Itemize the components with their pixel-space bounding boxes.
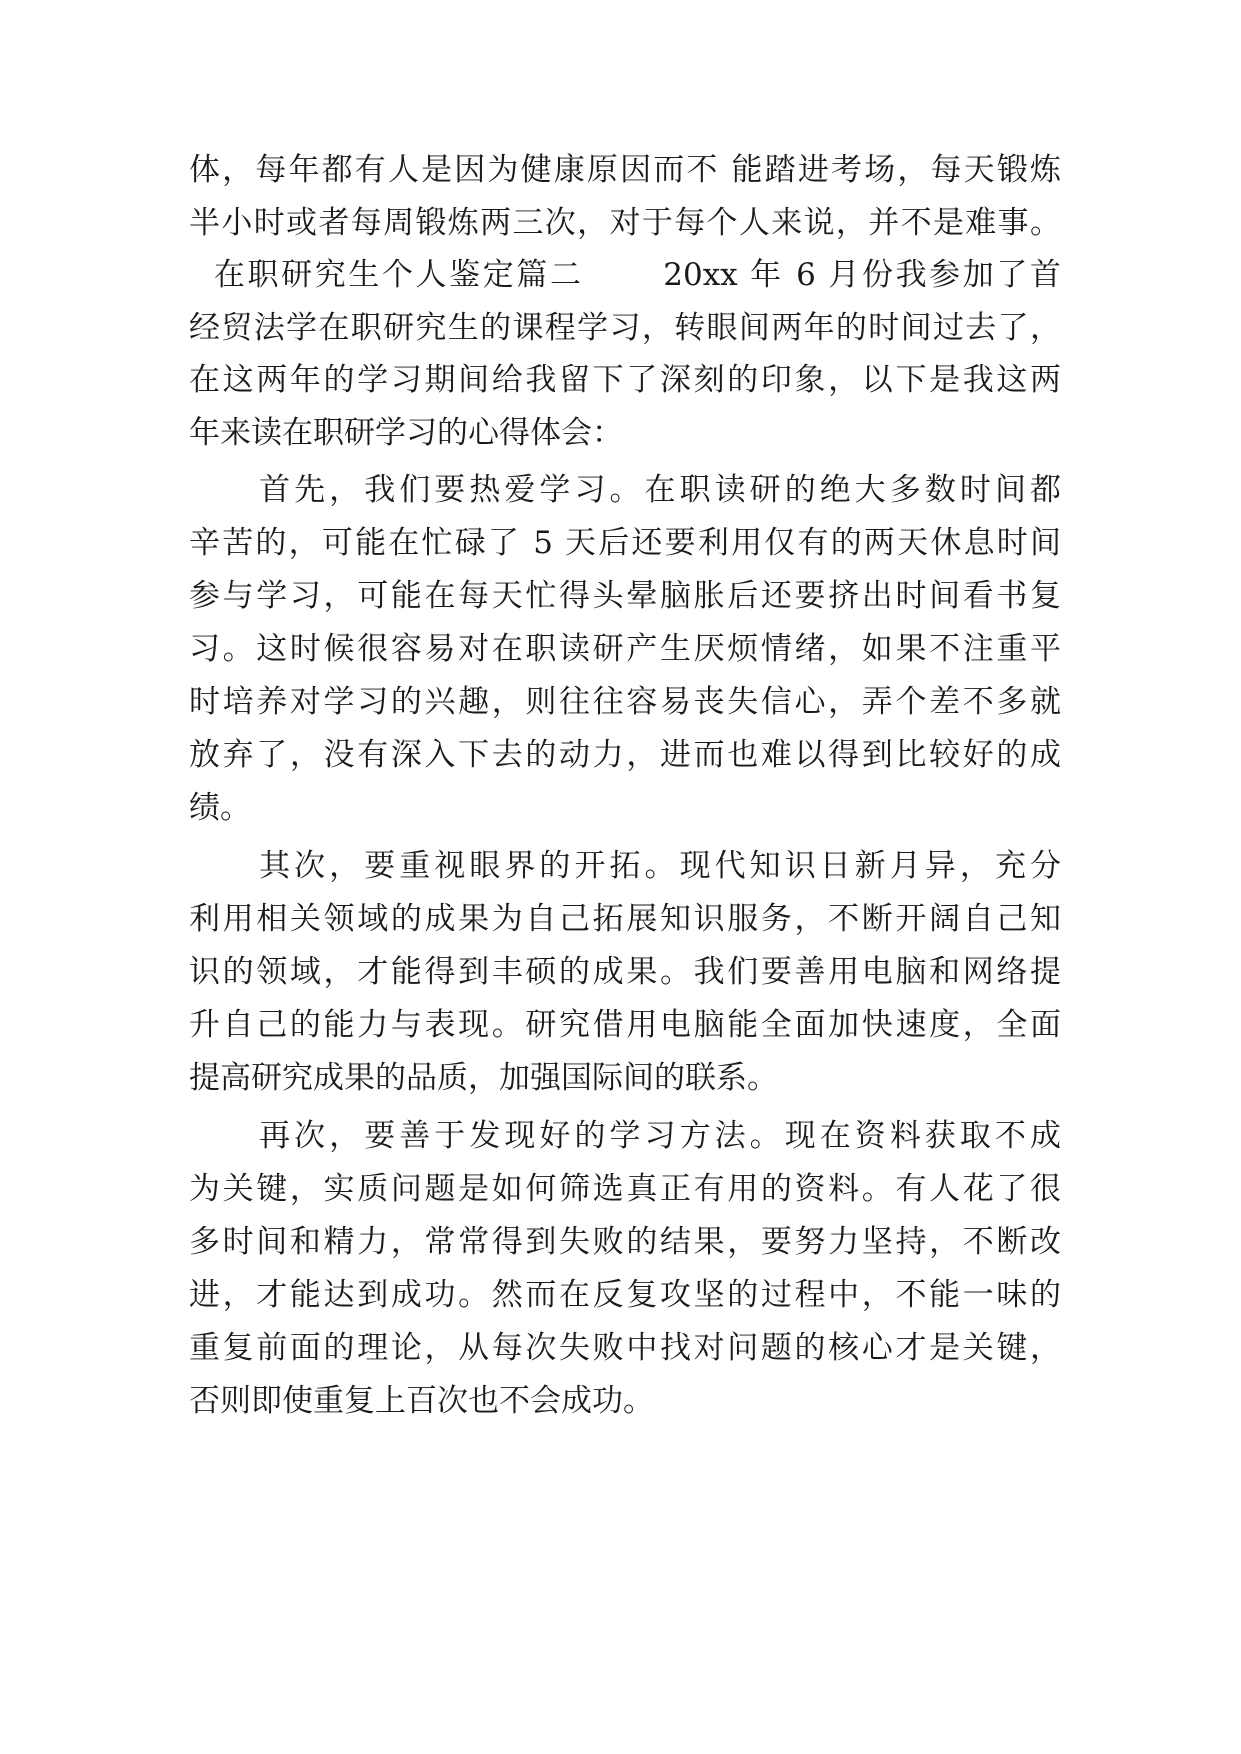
paragraph-first-line: 其次，要重视眼界的开拓。现代知识日新月异，充分 — [189, 848, 1061, 884]
text-line: 辛苦的，可能在忙碌了 5 天后还要利用仅有的两天休息时间 — [189, 525, 1061, 561]
text-line: 升自己的能力与表现。研究借用电脑能全面加快速度，全面 — [189, 1007, 1061, 1043]
text-line: 半小时或者每周锻炼两三次，对于每个人来说，并不是难事。 — [189, 205, 1061, 241]
text-line: 多时间和精力，常常得到失败的结果，要努力坚持，不断改 — [189, 1224, 1061, 1260]
paragraph-first-line: 首先，我们要热爱学习。在职读研的绝大多数时间都 — [189, 472, 1061, 508]
text-line: 放弃了，没有深入下去的动力，进而也难以得到比较好的成 — [189, 737, 1061, 773]
text-line: 习。这时候很容易对在职读研产生厌烦情绪，如果不注重平 — [189, 631, 1061, 667]
text-line: 提高研究成果的品质，加强国际间的联系。 — [189, 1060, 778, 1096]
text-line: 利用相关领域的成果为自己拓展知识服务，不断开阔自己知 — [189, 901, 1061, 937]
text-line: 否则即使重复上百次也不会成功。 — [189, 1383, 654, 1419]
text-line: 年来读在职研学习的心得体会： — [189, 415, 623, 451]
text-line: 进，才能达到成功。然而在反复攻坚的过程中，不能一味的 — [189, 1277, 1061, 1313]
text-line: 在这两年的学习期间给我留下了深刻的印象，以下是我这两 — [189, 362, 1061, 398]
text-line: 体，每年都有人是因为健康原因而不 能踏进考场，每天锻炼 — [189, 152, 1061, 188]
text-line: 重复前面的理论，从每次失败中找对问题的核心才是关键， — [189, 1330, 1061, 1366]
text-line: 识的领域，才能得到丰硕的成果。我们要善用电脑和网络提 — [189, 954, 1061, 990]
text-line: 经贸法学在职研究生的课程学习，转眼间两年的时间过去了， — [189, 310, 1061, 346]
text-line: 为关键，实质问题是如何筛选真正有用的资料。有人花了很 — [189, 1171, 1061, 1207]
text-line: 参与学习，可能在每天忙得头晕脑胀后还要挤出时间看书复 — [189, 578, 1061, 614]
text-line: 绩。 — [189, 790, 251, 826]
section-heading-line: 在职研究生个人鉴定篇二 20xx 年 6 月份我参加了首 — [189, 257, 1061, 293]
text-line: 时培养对学习的兴趣，则往往容易丧失信心，弄个差不多就 — [189, 684, 1061, 720]
paragraph-first-line: 再次，要善于发现好的学习方法。现在资料获取不成 — [189, 1118, 1061, 1154]
